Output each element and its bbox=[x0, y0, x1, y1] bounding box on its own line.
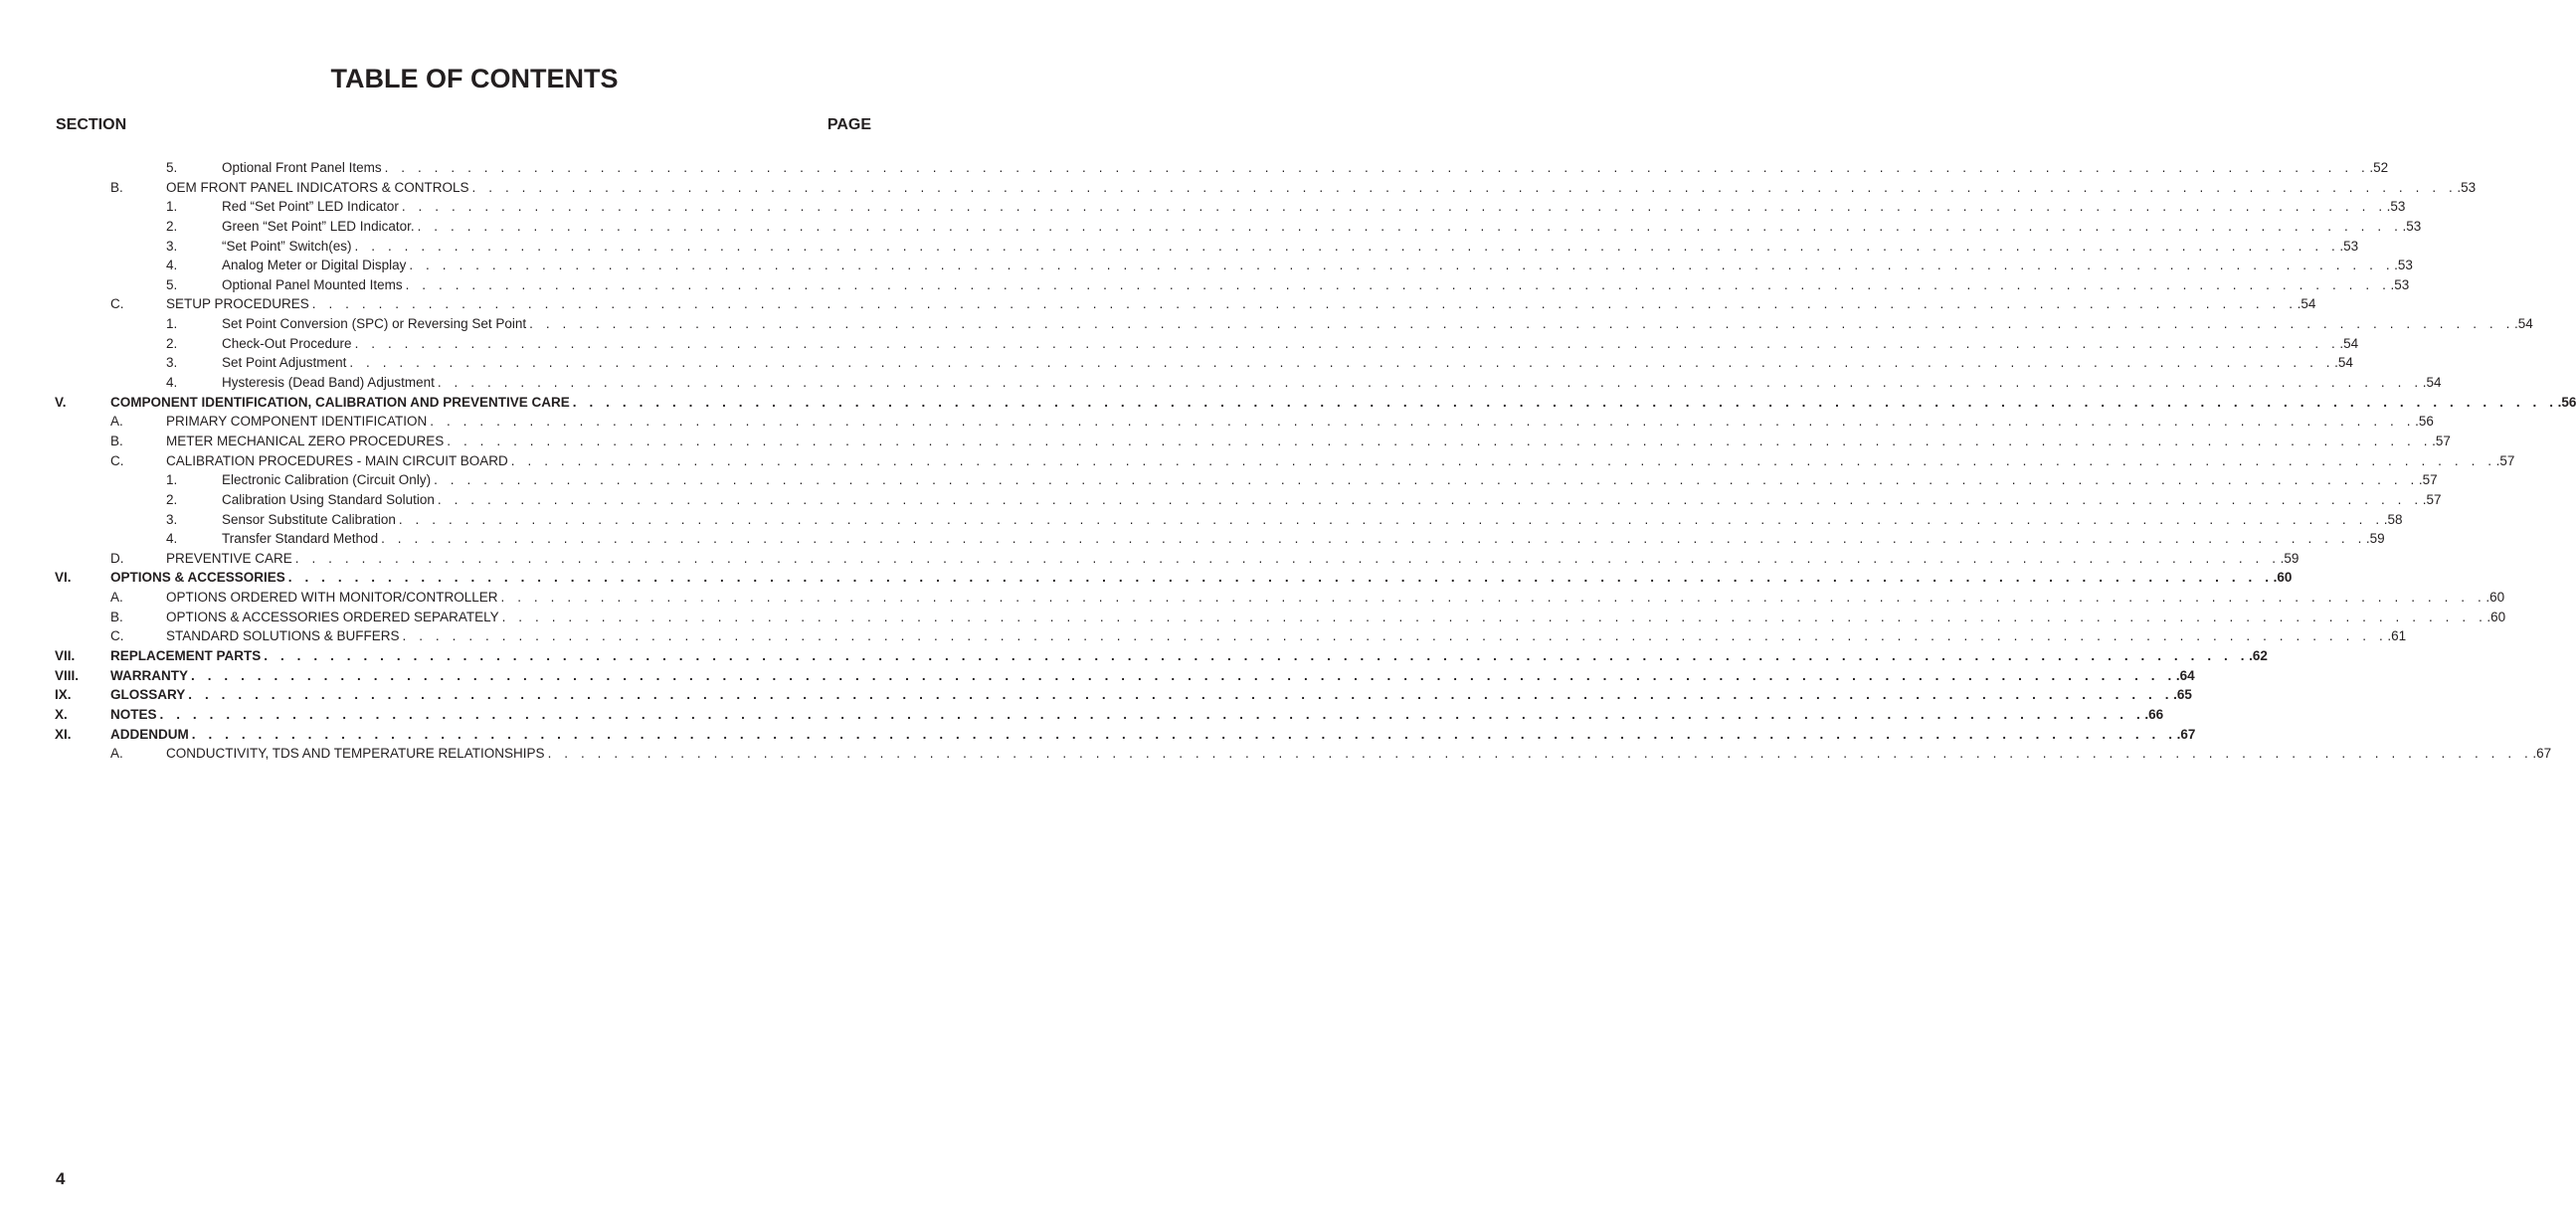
toc-entry-page: .57 bbox=[2422, 491, 2442, 507]
toc-entry-line bbox=[222, 158, 2389, 178]
dot-leader: . . . . . . . . . . . . . . . . . . . . . . . . . . . . . . . . . . . . . . . . . . . . . . . . . . . . . . . . . . . . . . . . . . . . . . . . . . . . . . . . . . . . . . . . . . . . . . . . . . . . . . . . . . . . . . . . . . . . . . . . bbox=[191, 726, 2177, 742]
toc-entry-line bbox=[166, 178, 2477, 198]
toc-entry[interactable] bbox=[0, 412, 2434, 432]
toc-entry[interactable] bbox=[0, 178, 2477, 198]
toc-entry-number: B. bbox=[110, 179, 123, 195]
dot-leader: . . . . . . . . . . . . . . . . . . . . . . . . . . . . . . . . . . . . . . . . . . . . . . . . . . . . . . . . . . . . . . . . . . . . . . . . . . . . . . . . . . . . . . . . . . . . . . . . . . . . . . . . . . . . . . . . . . . . . . . . bbox=[447, 433, 2433, 448]
dot-leader: . . . . . . . . . . . . . . . . . . . . . . . . . . . . . . . . . . . . . . . . . . . . . . . . . . . . . . . . . . . . . . . . . . . . . . . . . . . . . . . . . . . . . . . . . . . . . . . . . . . . . . . . . . . . . . . . . . . . . . . . bbox=[510, 452, 2496, 468]
dot-leader: . . . . . . . . . . . . . . . . . . . . . . . . . . . . . . . . . . . . . . . . . . . . . . . . . . . . . . . . . . . . . . . . . . . . . . . . . . . . . . . . . . . . . . . . . . . . . . . . . . . . . . . . . . . . . . . . . . . . . . . . bbox=[430, 414, 2416, 430]
toc-entry-line bbox=[166, 744, 2552, 764]
dot-leader: . . . . . . . . . . . . . . . . . . . . . . . . . . . . . . . . . . . . . . . . . . . . . . . . . . . . . . . . . . . . . . . . . . . . . . . . . . . . . . . . . . . . . . . . . . . . . . . . . . . . . . . . . . . . . . . . . . . . . . . . bbox=[311, 296, 2298, 312]
toc-entry-number: VII. bbox=[55, 648, 76, 664]
toc-entry-number: C. bbox=[110, 628, 124, 644]
toc-entry-page: .62 bbox=[2249, 648, 2268, 664]
toc-entry-page: .60 bbox=[2273, 570, 2293, 586]
toc-entry-page: .60 bbox=[2486, 609, 2506, 624]
dot-leader: . . . . . . . . . . . . . . . . . . . . . . . . . . . . . . . . . . . . . . . . . . . . . . . . . . . . . . . . . . . . . . . . . . . . . . . . . . . . . . . . . . . . . . . . . . . . . . . . . . . . . . . . . . . . . . . . . . . . . . . . bbox=[572, 394, 2558, 410]
toc-entry-page: .54 bbox=[2297, 296, 2316, 312]
toc-entry-number: 3. bbox=[166, 238, 178, 254]
toc-entry[interactable] bbox=[0, 314, 2533, 334]
toc-entry-number: 1. bbox=[166, 472, 178, 488]
toc-entry-line bbox=[166, 432, 2451, 451]
toc-entry[interactable] bbox=[0, 608, 2506, 627]
dot-leader: . . . . . . . . . . . . . . . . . . . . . . . . . . . . . . . . . . . . . . . . . . . . . . . . . . . . . . . . . . . . . . . . . . . . . . . . . . . . . . . . . . . . . . . . . . . . . . . . . . . . . . . . . . . . . . . . . . . . . . . . bbox=[501, 609, 2487, 624]
toc-entry-number: 1. bbox=[166, 199, 178, 215]
dot-leader: . . . . . . . . . . . . . . . . . . . . . . . . . . . . . . . . . . . . . . . . . . . . . . . . . . . . . . . . . . . . . . . . . . . . . . . . . . . . . . . . . . . . . . . . . . . . . . . . . . . . . . . . . . . . . . . . . . . . . . . . bbox=[188, 687, 2174, 703]
toc-entry-line bbox=[110, 666, 2195, 686]
toc-entry[interactable] bbox=[0, 158, 2389, 178]
toc-entry-line bbox=[222, 373, 2442, 393]
toc-entry[interactable] bbox=[0, 744, 2552, 764]
dot-leader: . . . . . . . . . . . . . . . . . . . . . . . . . . . . . . . . . . . . . . . . . . . . . . . . . . . . . . . . . . . . . . . . . . . . . . . . . . . . . . . . . . . . . . . . . . . . . . . . . . . . . . . . . . . . . . . . . . . . . . . . bbox=[401, 199, 2387, 215]
toc-entry-title: PREVENTIVE CARE bbox=[166, 549, 295, 569]
toc-entry-title: Analog Meter or Digital Display bbox=[222, 256, 409, 275]
toc-entry-page: .67 bbox=[2176, 726, 2196, 742]
dot-leader: . . . . . . . . . . . . . . . . . . . . . . . . . . . . . . . . . . . . . . . . . . . . . . . . . . . . . . . . . . . . . . . . . . . . . . . . . . . . . . . . . . . . . . . . . . . . . . . . . . . . . . . . . . . . . . . . . . . . . . . . bbox=[354, 238, 2340, 254]
toc-entry-title: CONDUCTIVITY, TDS AND TEMPERATURE RELATIONSHIPS bbox=[166, 744, 548, 764]
toc-entry-number: XI. bbox=[55, 726, 72, 742]
toc-entry-title: Optional Front Panel Items bbox=[222, 158, 385, 178]
toc-entry-page: .57 bbox=[2495, 452, 2515, 468]
toc-entry-number: A. bbox=[110, 414, 123, 430]
toc-entry-line bbox=[166, 608, 2506, 627]
toc-entry-line bbox=[222, 275, 2410, 295]
toc-entry-page: .53 bbox=[2386, 199, 2406, 215]
toc-entry-line bbox=[110, 685, 2192, 705]
dot-leader: . . . . . . . . . . . . . . . . . . . . . . . . . . . . . . . . . . . . . . . . . . . . . . . . . . . . . . . . . . . . . . . . . . . . . . . . . . . . . . . . . . . . . . . . . . . . . . . . . . . . . . . . . . . . . . . . . . . . . . . . bbox=[294, 550, 2281, 566]
toc-entry-title: OPTIONS & ACCESSORIES ORDERED SEPARATELY bbox=[166, 608, 502, 627]
dot-leader: . . . . . . . . . . . . . . . . . . . . . . . . . . . . . . . . . . . . . . . . . . . . . . . . . . . . . . . . . . . . . . . . . . . . . . . . . . . . . . . . . . . . . . . . . . . . . . . . . . . . . . . . . . . . . . . . . . . . . . . . bbox=[381, 531, 2366, 547]
toc-entry-title: OPTIONS ORDERED WITH MONITOR/CONTROLLER bbox=[166, 588, 501, 608]
toc-entry-line bbox=[166, 412, 2434, 432]
toc-entry[interactable] bbox=[0, 626, 2407, 646]
toc-entry-line bbox=[222, 353, 2353, 373]
toc-entry-page: .54 bbox=[2513, 316, 2533, 332]
toc-entry-page: .60 bbox=[2485, 590, 2505, 606]
toc-entry-line bbox=[222, 237, 2359, 257]
toc-entry-number: IX. bbox=[55, 687, 72, 703]
dot-leader: . . . . . . . . . . . . . . . . . . . . . . . . . . . . . . . . . . . . . . . . . . . . . . . . . . . . . . . . . . . . . . . . . . . . . . . . . . . . . . . . . . . . . . . . . . . . . . . . . . . . . . . . . . . . . . . . . . . . . . . . bbox=[409, 258, 2395, 273]
toc-entry-title: STANDARD SOLUTIONS & BUFFERS bbox=[166, 626, 403, 646]
toc-entry[interactable] bbox=[0, 725, 2196, 745]
toc-entry-page: .53 bbox=[2402, 218, 2422, 234]
toc-entry[interactable] bbox=[0, 256, 2413, 275]
toc-entry-number: 5. bbox=[166, 160, 178, 175]
toc-entry-line bbox=[222, 510, 2403, 530]
toc-entry-line bbox=[222, 217, 2422, 237]
dot-leader: . . . . . . . . . . . . . . . . . . . . . . . . . . . . . . . . . . . . . . . . . . . . . . . . . . . . . . . . . . . . . . . . . . . . . . . . . . . . . . . . . . . . . . . . . . . . . . . . . . . . . . . . . . . . . . . . . . . . . . . . bbox=[434, 472, 2419, 488]
toc-entry-line bbox=[166, 588, 2505, 608]
toc-entry-page: .54 bbox=[2422, 375, 2442, 391]
toc-entry-line bbox=[166, 626, 2407, 646]
toc-entry-page: .57 bbox=[2418, 472, 2438, 488]
toc-entry[interactable] bbox=[0, 373, 2442, 393]
toc-entry[interactable] bbox=[0, 334, 2359, 354]
toc-entry-title: GLOSSARY bbox=[110, 685, 188, 705]
dot-leader: . . . . . . . . . . . . . . . . . . . . . . . . . . . . . . . . . . . . . . . . . . . . . . . . . . . . . . . . . . . . . . . . . . . . . . . . . . . . . . . . . . . . . . . . . . . . . . . . . . . . . . . . . . . . . . . . . . . . . . . . bbox=[264, 648, 2250, 664]
toc-entry-page: .54 bbox=[2334, 355, 2353, 371]
toc-entry-line bbox=[222, 529, 2385, 549]
toc-entry-line bbox=[110, 725, 2196, 745]
toc-entry-page: .53 bbox=[2390, 276, 2410, 292]
toc-entry-title: OPTIONS & ACCESSORIES bbox=[110, 568, 288, 588]
toc-entry-number: A. bbox=[110, 590, 123, 606]
toc-entry-page: .66 bbox=[2144, 706, 2164, 722]
dot-leader: . . . . . . . . . . . . . . . . . . . . . . . . . . . . . . . . . . . . . . . . . . . . . . . . . . . . . . . . . . . . . . . . . . . . . . . . . . . . . . . . . . . . . . . . . . . . . . . . . . . . . . . . . . . . . . . . . . . . . . . . bbox=[500, 590, 2486, 606]
toc-entry[interactable] bbox=[0, 217, 2422, 237]
toc-entry-title: Hysteresis (Dead Band) Adjustment bbox=[222, 373, 438, 393]
toc-entry[interactable] bbox=[0, 353, 2353, 373]
toc-entry-title: Green “Set Point” LED Indicator. bbox=[222, 217, 418, 237]
toc-entry-number: X. bbox=[55, 706, 68, 722]
toc-entry-number: 4. bbox=[166, 531, 178, 547]
dot-leader: . . . . . . . . . . . . . . . . . . . . . . . . . . . . . . . . . . . . . . . . . . . . . . . . . . . . . . . . . . . . . . . . . . . . . . . . . . . . . . . . . . . . . . . . . . . . . . . . . . . . . . . . . . . . . . . . . . . . . . . . bbox=[417, 218, 2403, 234]
toc-entry[interactable] bbox=[0, 490, 2442, 510]
toc-entry-number: V. bbox=[55, 394, 67, 410]
toc-entry-number: 2. bbox=[166, 491, 178, 507]
toc-entry[interactable] bbox=[0, 470, 2438, 490]
dot-leader: . . . . . . . . . . . . . . . . . . . . . . . . . . . . . . . . . . . . . . . . . . . . . . . . . . . . . . . . . . . . . . . . . . . . . . . . . . . . . . . . . . . . . . . . . . . . . . . . . . . . . . . . . . . . . . . . . . . . . . . . bbox=[471, 179, 2458, 195]
toc-entry-title: OEM FRONT PANEL INDICATORS & CONTROLS bbox=[166, 178, 472, 198]
toc-entry-line bbox=[222, 490, 2442, 510]
toc-entry[interactable] bbox=[0, 549, 2300, 569]
toc-entry-title: “Set Point” Switch(es) bbox=[222, 237, 355, 257]
toc-entry-line bbox=[166, 451, 2515, 471]
toc-entry-number: D. bbox=[110, 550, 124, 566]
toc-entry-title: Calibration Using Standard Solution bbox=[222, 490, 438, 510]
toc-entry[interactable] bbox=[0, 666, 2195, 686]
toc-entry-title: SETUP PROCEDURES bbox=[166, 294, 312, 314]
toc-entry-page: .64 bbox=[2175, 667, 2195, 683]
dot-leader: . . . . . . . . . . . . . . . . . . . . . . . . . . . . . . . . . . . . . . . . . . . . . . . . . . . . . . . . . . . . . . . . . . . . . . . . . . . . . . . . . . . . . . . . . . . . . . . . . . . . . . . . . . . . . . . . . . . . . . . . bbox=[437, 491, 2423, 507]
toc-entry-number: 4. bbox=[166, 258, 178, 273]
toc-entry-number: 4. bbox=[166, 375, 178, 391]
toc-entry-number: 2. bbox=[166, 218, 178, 234]
toc-entry-page: .53 bbox=[2339, 238, 2359, 254]
toc-entry-title: Set Point Conversion (SPC) or Reversing Set Point bbox=[222, 314, 529, 334]
toc-entry[interactable] bbox=[0, 510, 2403, 530]
toc-entry-line bbox=[110, 393, 2576, 413]
toc-entry[interactable] bbox=[0, 685, 2192, 705]
toc-entry-number: 3. bbox=[166, 355, 178, 371]
toc-entry-line bbox=[166, 294, 2316, 314]
page-number: 4 bbox=[56, 1169, 66, 1188]
dot-leader: . . . . . . . . . . . . . . . . . . . . . . . . . . . . . . . . . . . . . . . . . . . . . . . . . . . . . . . . . . . . . . . . . . . . . . . . . . . . . . . . . . . . . . . . . . . . . . . . . . . . . . . . . . . . . . . . . . . . . . . . bbox=[287, 570, 2274, 586]
toc-entry-number: A. bbox=[110, 746, 123, 762]
toc-entry-line bbox=[222, 334, 2359, 354]
toc-entry-page: .53 bbox=[2457, 179, 2477, 195]
toc-entry-page: .61 bbox=[2387, 628, 2407, 644]
toc-entry[interactable] bbox=[0, 294, 2316, 314]
toc-entry-title: Optional Panel Mounted Items bbox=[222, 275, 406, 295]
dot-leader: . . . . . . . . . . . . . . . . . . . . . . . . . . . . . . . . . . . . . . . . . . . . . . . . . . . . . . . . . . . . . . . . . . . . . . . . . . . . . . . . . . . . . . . . . . . . . . . . . . . . . . . . . . . . . . . . . . . . . . . . bbox=[384, 160, 2370, 175]
toc-entry-page: .53 bbox=[2394, 258, 2413, 273]
page-title: TABLE OF CONTENTS bbox=[330, 64, 619, 93]
section-column-header: SECTION bbox=[56, 116, 127, 133]
toc-entry-page: .59 bbox=[2365, 531, 2385, 547]
toc-entry-page: .52 bbox=[2369, 160, 2389, 175]
toc-entry-page: .58 bbox=[2383, 511, 2403, 527]
toc-entry-line bbox=[110, 705, 2164, 725]
toc-entry[interactable] bbox=[0, 451, 2515, 471]
dot-leader: . . . . . . . . . . . . . . . . . . . . . . . . . . . . . . . . . . . . . . . . . . . . . . . . . . . . . . . . . . . . . . . . . . . . . . . . . . . . . . . . . . . . . . . . . . . . . . . . . . . . . . . . . . . . . . . . . . . . . . . . bbox=[402, 628, 2388, 644]
toc-entry[interactable] bbox=[0, 588, 2505, 608]
toc-entry-title: ADDENDUM bbox=[110, 725, 192, 745]
toc-entry[interactable] bbox=[0, 529, 2385, 549]
toc-entry-title: Set Point Adjustment bbox=[222, 353, 349, 373]
page-column-header: PAGE bbox=[827, 116, 871, 133]
toc-entry-number: B. bbox=[110, 433, 123, 448]
toc-entry[interactable] bbox=[0, 237, 2359, 257]
toc-entry-number: B. bbox=[110, 609, 123, 624]
toc-entry[interactable] bbox=[0, 197, 2406, 217]
toc-entry-line bbox=[166, 549, 2300, 569]
toc-entry-page: .59 bbox=[2280, 550, 2300, 566]
toc-entry-title: REPLACEMENT PARTS bbox=[110, 646, 264, 666]
toc-entry-line bbox=[110, 568, 2293, 588]
toc-entry-title: PRIMARY COMPONENT IDENTIFICATION bbox=[166, 412, 430, 432]
toc-entry-number: C. bbox=[110, 296, 124, 312]
dot-leader: . . . . . . . . . . . . . . . . . . . . . . . . . . . . . . . . . . . . . . . . . . . . . . . . . . . . . . . . . . . . . . . . . . . . . . . . . . . . . . . . . . . . . . . . . . . . . . . . . . . . . . . . . . . . . . . . . . . . . . . . bbox=[191, 667, 2176, 683]
dot-leader: . . . . . . . . . . . . . . . . . . . . . . . . . . . . . . . . . . . . . . . . . . . . . . . . . . . . . . . . . . . . . . . . . . . . . . . . . . . . . . . . . . . . . . . . . . . . . . . . . . . . . . . . . . . . . . . . . . . . . . . . bbox=[529, 316, 2514, 332]
toc-entry-title: Sensor Substitute Calibration bbox=[222, 510, 399, 530]
dot-leader: . . . . . . . . . . . . . . . . . . . . . . . . . . . . . . . . . . . . . . . . . . . . . . . . . . . . . . . . . . . . . . . . . . . . . . . . . . . . . . . . . . . . . . . . . . . . . . . . . . . . . . . . . . . . . . . . . . . . . . . . bbox=[405, 276, 2391, 292]
toc-entry-line bbox=[110, 646, 2268, 666]
toc-entry-number: 2. bbox=[166, 335, 178, 351]
toc-entry[interactable] bbox=[0, 432, 2451, 451]
toc-entry[interactable] bbox=[0, 275, 2410, 295]
toc-entry-page: .54 bbox=[2339, 335, 2359, 351]
toc-entry-page: .65 bbox=[2173, 687, 2192, 703]
dot-leader: . . . . . . . . . . . . . . . . . . . . . . . . . . . . . . . . . . . . . . . . . . . . . . . . . . . . . . . . . . . . . . . . . . . . . . . . . . . . . . . . . . . . . . . . . . . . . . . . . . . . . . . . . . . . . . . . . . . . . . . . bbox=[354, 335, 2340, 351]
toc-entry-line bbox=[222, 197, 2406, 217]
dot-leader: . . . . . . . . . . . . . . . . . . . . . . . . . . . . . . . . . . . . . . . . . . . . . . . . . . . . . . . . . . . . . . . . . . . . . . . . . . . . . . . . . . . . . . . . . . . . . . . . . . . . . . . . . . . . . . . . . . . . . . . . bbox=[547, 746, 2533, 762]
dot-leader: . . . . . . . . . . . . . . . . . . . . . . . . . . . . . . . . . . . . . . . . . . . . . . . . . . . . . . . . . . . . . . . . . . . . . . . . . . . . . . . . . . . . . . . . . . . . . . . . . . . . . . . . . . . . . . . . . . . . . . . . bbox=[437, 375, 2423, 391]
toc-entry-number: 5. bbox=[166, 276, 178, 292]
toc-entry[interactable] bbox=[0, 705, 2164, 725]
toc-entry[interactable] bbox=[0, 646, 2268, 666]
toc-entry-page: .56 bbox=[2557, 394, 2576, 410]
toc-entry[interactable] bbox=[0, 568, 2293, 588]
toc-entry-page: .57 bbox=[2432, 433, 2451, 448]
toc-entry-title: WARRANTY bbox=[110, 666, 191, 686]
toc-entry-number: 1. bbox=[166, 316, 178, 332]
toc-entry-page: .67 bbox=[2532, 746, 2552, 762]
toc-entry-number: VI. bbox=[55, 570, 72, 586]
toc-entry-line bbox=[222, 470, 2438, 490]
dot-leader: . . . . . . . . . . . . . . . . . . . . . . . . . . . . . . . . . . . . . . . . . . . . . . . . . . . . . . . . . . . . . . . . . . . . . . . . . . . . . . . . . . . . . . . . . . . . . . . . . . . . . . . . . . . . . . . . . . . . . . . . bbox=[349, 355, 2335, 371]
toc-entry-title: Red “Set Point” LED Indicator bbox=[222, 197, 402, 217]
toc-list bbox=[0, 158, 2576, 764]
toc-entry-title: CALIBRATION PROCEDURES - MAIN CIRCUIT BOARD bbox=[166, 451, 511, 471]
toc-entry[interactable] bbox=[0, 393, 2576, 413]
toc-entry-page: .56 bbox=[2415, 414, 2434, 430]
toc-entry-title: Transfer Standard Method bbox=[222, 529, 381, 549]
dot-leader: . . . . . . . . . . . . . . . . . . . . . . . . . . . . . . . . . . . . . . . . . . . . . . . . . . . . . . . . . . . . . . . . . . . . . . . . . . . . . . . . . . . . . . . . . . . . . . . . . . . . . . . . . . . . . . . . . . . . . . . . bbox=[398, 511, 2384, 527]
toc-entry-title: COMPONENT IDENTIFICATION, CALIBRATION AND PREVENTIVE CARE bbox=[110, 393, 573, 413]
toc-entry-number: VIII. bbox=[55, 667, 80, 683]
dot-leader: . . . . . . . . . . . . . . . . . . . . . . . . . . . . . . . . . . . . . . . . . . . . . . . . . . . . . . . . . . . . . . . . . . . . . . . . . . . . . . . . . . . . . . . . . . . . . . . . . . . . . . . . . . . . . . . . . . . . . . . . bbox=[159, 706, 2145, 722]
toc-entry-number: 3. bbox=[166, 511, 178, 527]
toc-entry-title: Electronic Calibration (Circuit Only) bbox=[222, 470, 434, 490]
toc-entry-line bbox=[222, 256, 2413, 275]
toc-entry-number: C. bbox=[110, 452, 124, 468]
toc-entry-title: Check-Out Procedure bbox=[222, 334, 355, 354]
toc-entry-line bbox=[222, 314, 2533, 334]
toc-entry-title: METER MECHANICAL ZERO PROCEDURES bbox=[166, 432, 447, 451]
toc-entry-title: NOTES bbox=[110, 705, 160, 725]
